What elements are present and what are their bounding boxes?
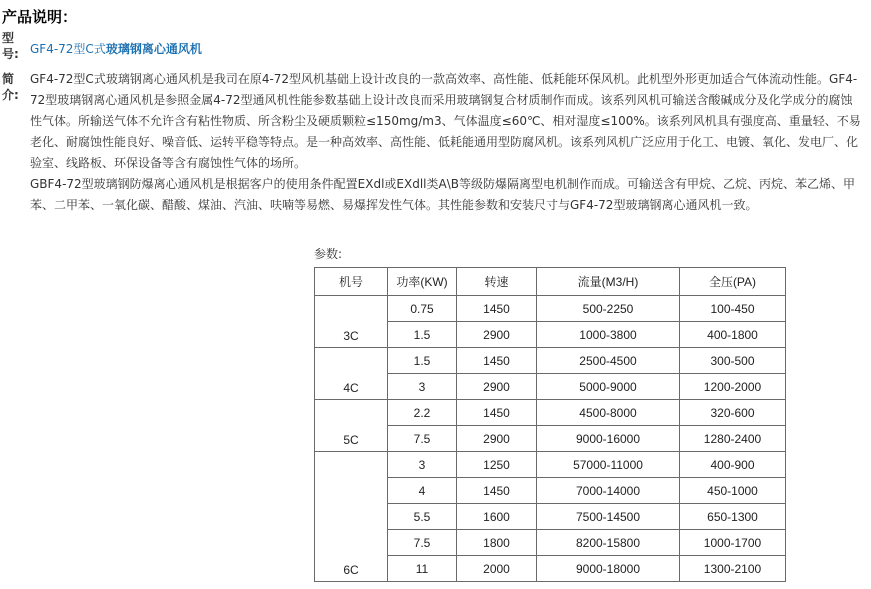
cell-power: 1.5 (388, 322, 457, 348)
cell-power: 4 (388, 478, 457, 504)
cell-flow: 7000-14000 (537, 478, 680, 504)
cell-speed: 2000 (457, 556, 537, 582)
cell-speed: 1450 (457, 296, 537, 322)
cell-speed: 1450 (457, 348, 537, 374)
cell-speed: 1600 (457, 504, 537, 530)
cell-model: 3C (315, 296, 388, 348)
model-name-bold: 玻璃钢离心通风机 (105, 42, 202, 56)
header-speed: 转速 (457, 268, 537, 296)
page-title: 产品说明： (2, 8, 78, 26)
table-body (315, 296, 786, 582)
table-row (315, 348, 786, 374)
cell-power: 0.75 (388, 296, 457, 322)
cell-flow: 2500-4500 (537, 348, 680, 374)
cell-pressure: 400-900 (680, 452, 786, 478)
model-name-prefix: GF4-72型C式 (30, 42, 106, 56)
cell-power: 2.2 (388, 400, 457, 426)
intro-paragraph-2: GBF4-72型玻璃钢防爆离心通风机是根据客户的使用条件配置EXdl或EXdll类A\B等级防爆隔离型电机制作而成。可输送含有甲烷、乙烷、丙烷、苯乙烯、甲苯、二甲苯、一氧化碳、醋酸、煤油、汽油、呋喃等易燃、易爆挥发性气体。其性能参数和安装尺寸与GF4-72型玻璃钢离心通风机一致。 (30, 177, 855, 212)
cell-speed: 1450 (457, 400, 537, 426)
cell-pressure: 450-1000 (680, 478, 786, 504)
cell-pressure: 1300-2100 (680, 556, 786, 582)
cell-power: 5.5 (388, 504, 457, 530)
cell-flow: 7500-14500 (537, 504, 680, 530)
header-flow: 流量(M3/H) (537, 268, 680, 296)
cell-power: 3 (388, 374, 457, 400)
cell-power: 1.5 (388, 348, 457, 374)
cell-flow: 8200-15800 (537, 530, 680, 556)
cell-pressure: 320-600 (680, 400, 786, 426)
cell-flow: 5000-9000 (537, 374, 680, 400)
table-row (315, 400, 786, 426)
table-row (315, 296, 786, 322)
intro-label: 简介: (2, 72, 19, 102)
cell-speed: 2900 (457, 322, 537, 348)
cell-flow: 57000-11000 (537, 452, 680, 478)
cell-flow: 500-2250 (537, 296, 680, 322)
cell-model: 4C (315, 348, 388, 400)
cell-power: 7.5 (388, 530, 457, 556)
header-pressure: 全压(PA) (680, 268, 786, 296)
table-header-row (315, 268, 786, 296)
cell-speed: 1250 (457, 452, 537, 478)
table-row (315, 452, 786, 478)
cell-power: 7.5 (388, 426, 457, 452)
cell-model: 5C (315, 400, 388, 452)
model-label: 型号: (2, 31, 19, 61)
cell-model: 6C (315, 452, 388, 582)
cell-power: 3 (388, 452, 457, 478)
cell-flow: 4500-8000 (537, 400, 680, 426)
cell-speed: 1450 (457, 478, 537, 504)
header-model: 机号 (315, 268, 388, 296)
params-label: 参数: (314, 247, 343, 261)
cell-pressure: 1200-2000 (680, 374, 786, 400)
cell-pressure: 100-450 (680, 296, 786, 322)
cell-speed: 2900 (457, 426, 537, 452)
cell-flow: 9000-18000 (537, 556, 680, 582)
cell-pressure: 300-500 (680, 348, 786, 374)
cell-pressure: 1000-1700 (680, 530, 786, 556)
model-name (30, 40, 202, 57)
cell-speed: 1800 (457, 530, 537, 556)
cell-pressure: 650-1300 (680, 504, 786, 530)
cell-pressure: 1280-2400 (680, 426, 786, 452)
cell-speed: 2900 (457, 374, 537, 400)
cell-flow: 9000-16000 (537, 426, 680, 452)
spec-table (314, 267, 786, 582)
cell-pressure: 400-1800 (680, 322, 786, 348)
intro-paragraph-1: GF4-72型C式玻璃钢离心通风机是我司在原4-72型风机基础上设计改良的一款高效率、高性能、低耗能环保风机。此机型外形更加适合气体流动性能。GF4-72型玻璃钢离心通风机是参照金属4-72型通风机性能参数基础上设计改良而采用玻璃钢复合材质制作而成。该系列风机可输送含酸碱成分及化学成分的腐蚀性气体。所输送气体不允许含有粘性物质、所含粉尘及硬质颗粒≤150mg/m3、气体温度≤60℃、相对湿度≤100%。该系列风机具有强度高、重量轻、不易老化、耐腐蚀性能良好、噪音低、运转平稳等特点。是一种高效率、高性能、低耗能通用型防腐风机。该系列风机广泛应用于化工、电镀、氧化、发电厂、化验室、线路板、环保设备等含有腐蚀性气体的场所。 (30, 72, 861, 170)
header-power: 功率(KW) (388, 268, 457, 296)
cell-flow: 1000-3800 (537, 322, 680, 348)
cell-power: 11 (388, 556, 457, 582)
